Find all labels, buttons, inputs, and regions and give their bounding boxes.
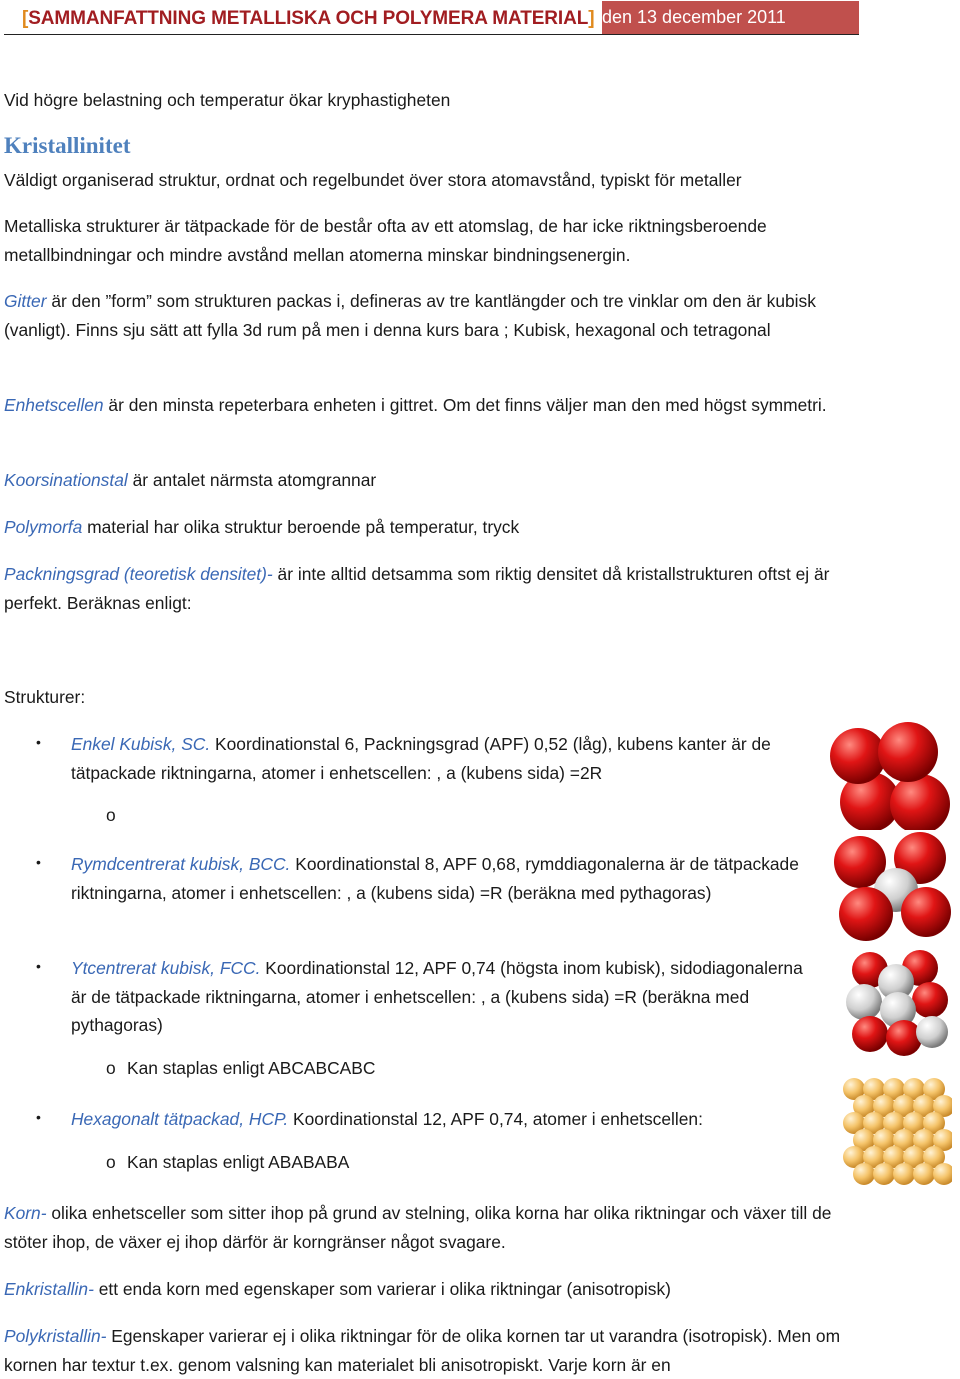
sub-bullet: o [106, 1152, 116, 1172]
header-title-text: SAMMANFATTNING METALLISKA OCH POLYMERA MATERIAL [28, 8, 589, 29]
structure-fcc [71, 954, 821, 1040]
metallic-paragraph: Metalliska strukturer är tätpackade för de består ofta av ett atomslag, de har icke riktningsberoende metallbindningar och mindre avstånd mellan atomerna minskar bindningsenergin. [4, 216, 767, 265]
korn-term: Korn- [4, 1203, 47, 1223]
polykristallin-paragraph [4, 1322, 854, 1379]
enkristallin-term: Enkristallin- [4, 1279, 94, 1299]
packning-term: Packningsgrad (teoretisk densitet)- [4, 564, 273, 584]
enhetscell-term: Enhetscellen [4, 395, 104, 415]
structure-bcc-text: Koordinationstal 8, APF 0,68, rymddiagonalerna är de tätpackade riktningarna, atomer i enhetscellen: , a (kubens sida) =R (beräkna med pythagoras) [71, 854, 799, 903]
header-date: den 13 december 2011 [602, 7, 786, 27]
section-heading-kristallinitet: Kristallinitet [4, 133, 131, 158]
list-bullet: • [36, 1109, 41, 1125]
list-bullet: • [36, 734, 41, 750]
header-title [22, 8, 594, 30]
structure-bcc [71, 850, 821, 907]
polykristallin-text: Egenskaper varierar ej i olika riktningar för de olika kornen tar ut varandra (isotropisk). Men om kornen har textur t.ex. genom valsning kan materialet bli anisotropiskt. Varje korn är en [4, 1326, 841, 1375]
body-centered-cubic-model-image [830, 832, 956, 944]
face-centered-cubic-model-image [840, 948, 958, 1060]
koord-paragraph [4, 466, 854, 495]
enkristallin-paragraph [4, 1275, 854, 1304]
korn-paragraph [4, 1199, 854, 1256]
gitter-text: är den ”form” som strukturen packas i, defineras av tre kantlängder och tre vinklar om den är kubisk (vanligt). Finns sju sätt att fylla 3d rum på men i denna kurs bara ; Kubisk, hexagonal och tetragonal [4, 291, 816, 340]
hcp-sphere [873, 1163, 895, 1185]
structure-hcp-text: Koordinationstal 12, APF 0,74, atomer i enhetscellen: [288, 1109, 703, 1129]
enhetscell-text: är den minsta repeterbara enheten i gittret. Om det finns väljer man den med högst symmetri. [103, 395, 827, 415]
list-bullet: • [36, 958, 41, 974]
page-header [0, 0, 860, 36]
korn-text: olika enhetsceller som sitter ihop på grund av stelning, olika korna har olika riktningar och växer till de stöter ihop, de växer ej ihop därför är korngränser något svagare. [4, 1203, 832, 1252]
fcc-stacking: Kan staplas enligt ABCABCABC [127, 1058, 376, 1078]
sub-bullet: o [106, 805, 116, 825]
koord-term: Koorsinationstal [4, 470, 128, 490]
packning-paragraph [4, 560, 854, 617]
poly-paragraph [4, 513, 854, 542]
hexagonal-close-packed-model-image [840, 1075, 952, 1191]
header-rule [4, 34, 859, 35]
header-date-box [602, 1, 859, 34]
structure-bcc-term: Rymdcentrerat kubisk, BCC. [71, 854, 291, 874]
list-bullet: • [36, 854, 41, 870]
sub-bullet: o [106, 1058, 116, 1078]
enkristallin-text: ett enda korn med egenskaper som varierar i olika riktningar (anisotropisk) [93, 1279, 671, 1299]
structure-fcc-term: Ytcentrerat kubisk, FCC. [71, 958, 261, 978]
header-bracket-open: [ [22, 8, 29, 29]
structure-sc-text: Koordinationstal 6, Packningsgrad (APF) 0,52 (låg), kubens kanter är de tätpackade riktningarna, atomer i enhetscellen: , a (kubens sida) =2R [71, 734, 771, 783]
structure-sc-term: Enkel Kubisk, SC. [71, 734, 211, 754]
poly-term: Polymorfa [4, 517, 83, 537]
poly-text: material har olika struktur beroende på temperatur, tryck [82, 517, 520, 537]
gitter-paragraph [4, 287, 854, 344]
strukturer-label: Strukturer: [4, 687, 86, 707]
simple-cubic-model-image [828, 720, 954, 830]
kristallinitet-definition: Väldigt organiserad struktur, ordnat och regelbundet över stora atomavstånd, typiskt för metaller [4, 170, 742, 190]
header-bracket-close: ] [588, 8, 595, 29]
structure-hcp [71, 1105, 821, 1134]
gitter-term: Gitter [4, 291, 47, 311]
hcp-sphere [853, 1163, 875, 1185]
polykristallin-term: Polykristallin- [4, 1326, 107, 1346]
hcp-stacking: Kan staplas enligt ABABABA [127, 1152, 350, 1172]
structure-fcc-text: Koordinationstal 12, APF 0,74 (högsta inom kubisk), sidodiagonalerna är de tätpackade riktningarna, atomer i enhetscellen: , a (kubens sida) =R (beräkna med pythagoras) [71, 958, 803, 1035]
hcp-sphere [893, 1163, 915, 1185]
structure-sc [71, 730, 821, 787]
packning-text: är inte alltid detsamma som riktig densitet då kristallstrukturen oftst ej är perfekt. Beräknas enligt: [4, 564, 830, 613]
koord-text: är antalet närmsta atomgrannar [127, 470, 377, 490]
structure-hcp-term: Hexagonalt tätpackad, HCP. [71, 1109, 289, 1129]
enhetscell-paragraph [4, 391, 854, 420]
creep-text: Vid högre belastning och temperatur ökar kryphastigheten [4, 90, 451, 110]
hcp-sphere [913, 1163, 935, 1185]
